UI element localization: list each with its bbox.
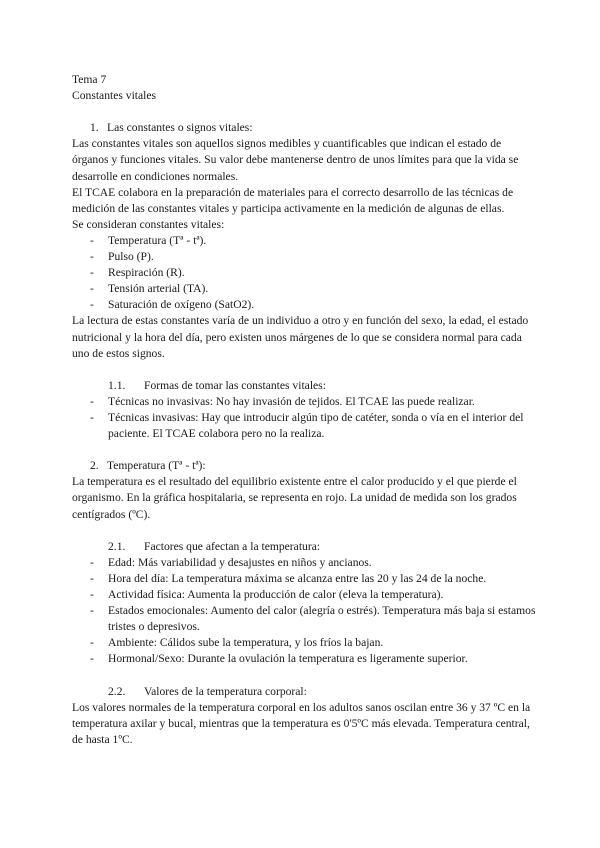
section-number: 2.2.	[108, 684, 126, 698]
list-item-text: Técnicas invasivas: Hay que introducir algún tipo de catéter, sonda o vía en el interior del paciente. El TCAE colabora pero no la realiza.	[108, 410, 524, 441]
list-item-text: Ambiente: Cálidos sube la temperatura, y los fríos la bajan.	[108, 636, 384, 650]
doc-title-topic: Tema 7	[72, 73, 107, 86]
list-item	[72, 635, 537, 651]
list-item-text: Pulso (P).	[108, 250, 154, 264]
spacer	[72, 362, 537, 378]
section-1-paragraph-3: Se consideran constantes vitales:	[72, 217, 225, 231]
doc-title-subject: Constantes vitales	[72, 89, 157, 103]
dash-bullet: -	[90, 282, 94, 296]
section-1-1-heading	[72, 378, 537, 394]
section-1-paragraph-1: Las constantes vitales son aquellos signos medibles y cuantificables que indican el estado de órganos y funciones vitales. Su valor debe mantenerse dentro de unos límites para que la vida se desarrolle en condiciones normales.	[72, 137, 519, 183]
section-2-heading	[72, 458, 537, 474]
list-item	[72, 571, 537, 587]
document-page	[72, 72, 537, 748]
list-item-text: Edad: Más variabilidad y desajustes en niños y ancianos.	[108, 555, 372, 569]
dash-bullet: -	[90, 250, 94, 264]
list-item-text: Tensión arterial (TA).	[108, 282, 209, 296]
list-item	[72, 249, 537, 265]
dash-bullet: -	[90, 571, 94, 585]
section-title: Las constantes o signos vitales:	[107, 121, 253, 135]
list-item	[72, 410, 537, 442]
dash-bullet: -	[90, 555, 94, 569]
section-2-1-heading	[72, 539, 537, 555]
section-1-paragraph-2: El TCAE colabora en la preparación de materiales para el correcto desarrollo de las técnicas de medición de las constantes vitales y participa activamente en la medición de algunas de ellas.	[72, 185, 514, 215]
list-item-text: Actividad física: Aumenta la producción de calor (eleva la temperatura).	[108, 588, 444, 601]
list-item-text: Estados emocionales: Aumento del calor (alegría o estrés). Temperatura más baja si estamos tristes o depresivos.	[108, 604, 536, 634]
list-item-text: Técnicas no invasivas: No hay invasión de tejidos. El TCAE las puede realizar.	[108, 394, 475, 408]
list-item	[72, 297, 537, 313]
section-title: Factores que afectan a la temperatura:	[144, 539, 321, 553]
spacer	[72, 104, 537, 120]
list-item-text: Saturación de oxígeno (SatO2).	[108, 298, 255, 312]
list-item-text: Temperatura (Tª - tª).	[108, 233, 207, 247]
list-item	[72, 651, 537, 667]
section-2-paragraph-1: La temperatura es el resultado del equilibrio existente entre el calor producido y el que pierde el organismo. En la gráfica hospitalaria, se representa en rojo. La unidad de medida son los grados centígrados (ºC).	[72, 475, 517, 521]
dash-bullet: -	[90, 233, 94, 247]
section-number: 1.	[90, 121, 99, 135]
section-number: 2.1.	[108, 539, 126, 553]
dash-bullet: -	[90, 266, 94, 280]
list-item	[72, 233, 537, 249]
section-1-heading	[72, 120, 537, 136]
section-number: 2.	[90, 459, 99, 473]
list-item	[72, 265, 537, 281]
section-number: 1.1.	[108, 378, 126, 392]
dash-bullet: -	[90, 588, 94, 601]
list-item-text: Respiración (R).	[108, 266, 185, 280]
section-title: Formas de tomar las constantes vitales:	[144, 378, 326, 392]
dash-bullet: -	[90, 652, 94, 666]
dash-bullet: -	[90, 394, 94, 408]
list-item	[72, 603, 537, 635]
list-item	[72, 555, 537, 571]
list-item	[72, 281, 537, 297]
vital-signs-list	[72, 233, 537, 313]
list-item	[72, 394, 537, 410]
dash-bullet: -	[90, 410, 94, 424]
list-item-text: Hormonal/Sexo: Durante la ovulación la temperatura es ligeramente superior.	[108, 652, 468, 666]
dash-bullet: -	[90, 636, 94, 650]
section-2-2-paragraph-1: Los valores normales de la temperatura corporal en los adultos sanos oscilan entre 36 y 37 ºC en la temperatura axilar y bucal, mientras que la temperatura es 0'5ºC más elevada. Temperatura central, de hasta 1ºC.	[72, 700, 531, 746]
spacer	[72, 442, 537, 458]
temperature-factors-list	[72, 555, 537, 668]
dash-bullet: -	[90, 298, 94, 312]
section-title: Temperatura (Tª - tª):	[107, 459, 206, 473]
list-item-text: Hora del día: La temperatura máxima se alcanza entre las 20 y las 24 de la noche.	[108, 571, 487, 585]
section-1-paragraph-4: La lectura de estas constantes varía de un individuo a otro y en función del sexo, la edad, el estado nutricional y la hora del día, pero existen unos márgenes de lo que se considera normal para cada uno de estos signos.	[72, 314, 529, 360]
spacer	[72, 523, 537, 539]
list-item	[72, 587, 537, 603]
spacer	[72, 667, 537, 683]
section-title: Valores de la temperatura corporal:	[144, 684, 307, 698]
dash-bullet: -	[90, 604, 94, 618]
measurement-methods-list	[72, 394, 537, 442]
section-2-2-heading	[72, 684, 537, 700]
